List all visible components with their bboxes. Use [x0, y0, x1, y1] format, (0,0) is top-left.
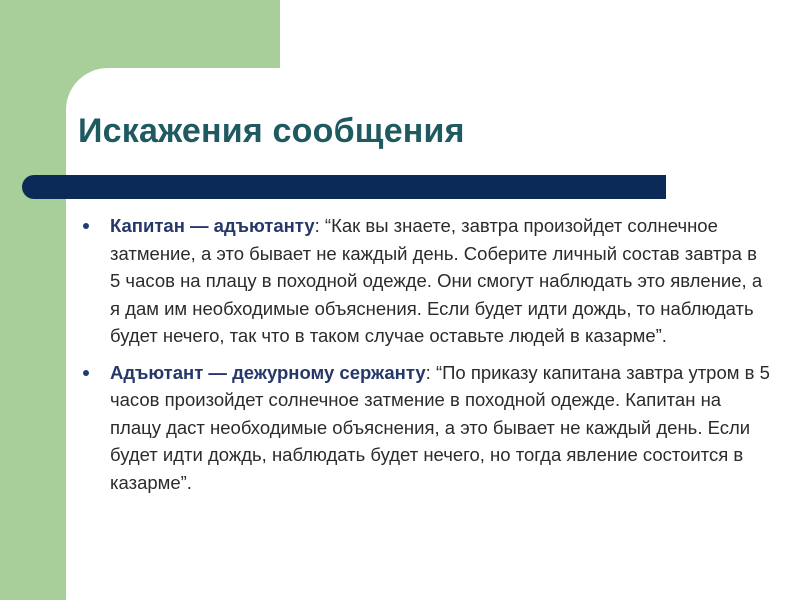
speaker-name: Капитан — [110, 215, 185, 236]
bullet-dot-icon — [83, 223, 89, 229]
bullet-list — [80, 212, 770, 505]
quote-text: : “По приказу капитана завтра утром в 5 часов произойдет солнечное затмение в походной одежде. Капитан на плацу даст необходимые объяснения, а это бывает не каждый день. Если будет идти дождь, наблюдать будет нечего, но тогда явление состоится в казарме”. — [110, 361, 770, 493]
bullet-item-adjutant — [80, 359, 770, 497]
addressee-name: дежурному сержанту — [232, 361, 426, 383]
speaker-separator: — — [203, 361, 233, 383]
bullet-item-captain — [80, 212, 770, 350]
slide-title: Искажения сообщения — [78, 112, 465, 150]
title-underline-bar — [22, 175, 666, 199]
bullet-dot-icon — [83, 370, 89, 376]
quote-text: : “Как вы знаете, завтра произойдет солнечное затмение, а это бывает не каждый день. Соберите личный состав завтра в 5 часов на плацу в походной одежде. Они смогут наблюдать это явление, а я дам им необходимые объяснения. Если будет идти дождь, то наблюдать будет нечего, так что в таком случае оставьте людей в казарме”. — [110, 215, 763, 346]
speaker-name: Адъютант — [110, 361, 204, 383]
addressee-name: адъютанту — [213, 215, 315, 236]
speaker-separator: — — [184, 215, 214, 236]
